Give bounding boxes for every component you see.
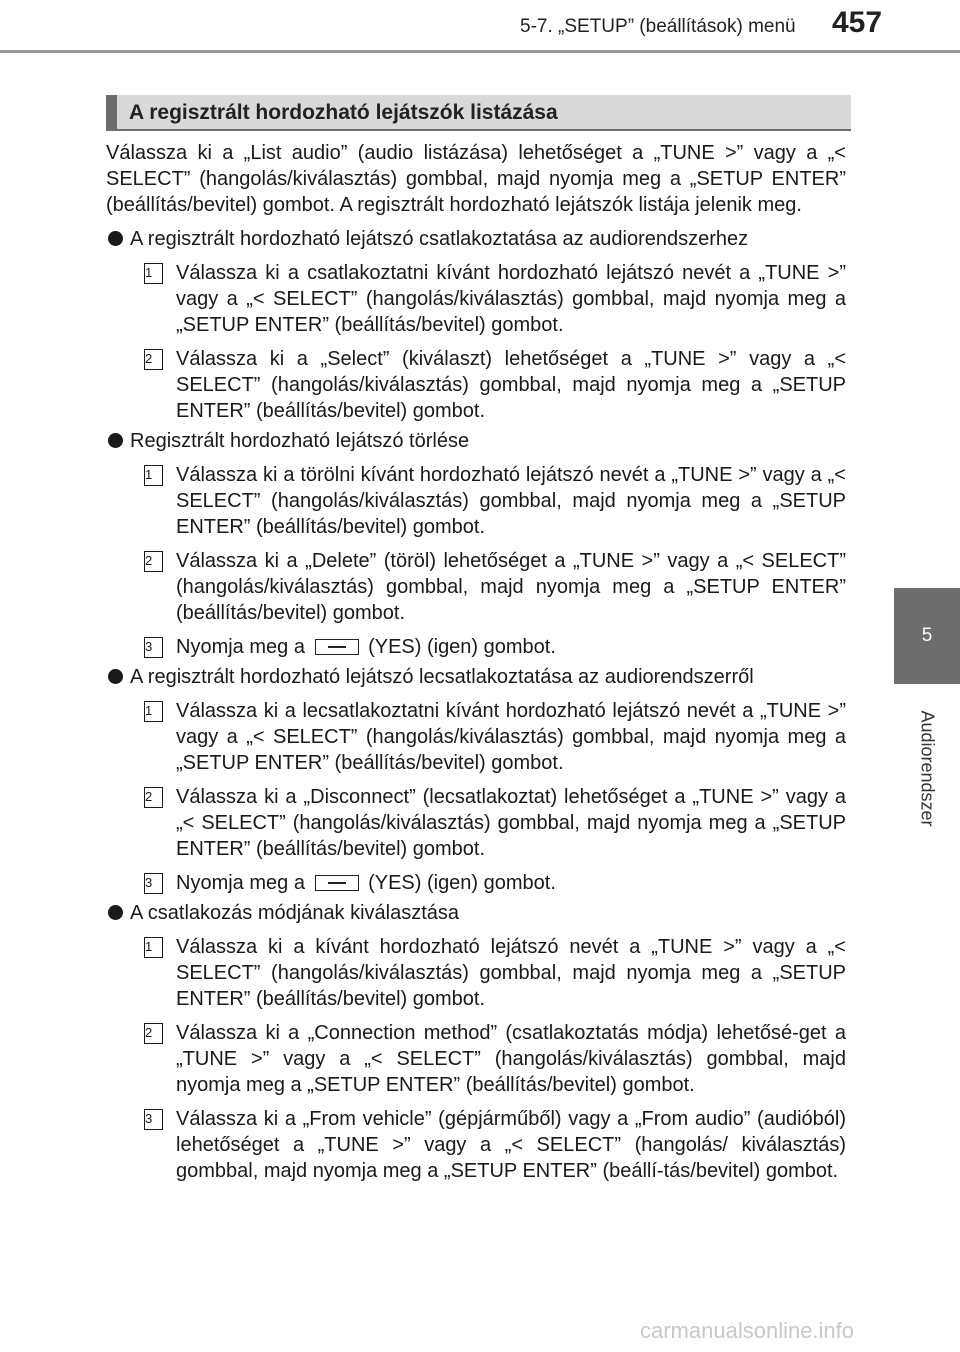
step-item <box>106 870 846 896</box>
chapter-label <box>894 688 960 848</box>
step-text: Válassza ki a kívánt hordozható lejátszó nevét a „TUNE >” vagy a „< SELECT” (hangolás/kiválasztás) gombbal, majd nyomja meg a „SETUP ENTER” (beállítás/bevitel) gombot. <box>176 936 846 1010</box>
step-number-box: 2 <box>144 1023 163 1044</box>
step-item <box>106 346 846 424</box>
step-text-post: (YES) (igen) gombot. <box>368 636 556 658</box>
bullet-heading <box>106 226 846 252</box>
bullet-heading-text: A csatlakozás módjának kiválasztása <box>130 902 460 924</box>
step-text: Válassza ki a „Select” (kiválaszt) lehetőséget a „TUNE >” vagy a „< SELECT” (hangolás/kiválasztás) gombbal, majd nyomja meg a „SETUP ENTER” (beállítás/bevitel) gombot. <box>176 348 846 422</box>
step-item <box>106 548 846 626</box>
bullet-icon <box>108 905 123 920</box>
chapter-tab <box>894 588 960 684</box>
step-text-post: (YES) (igen) gombot. <box>368 872 556 894</box>
bullet-icon <box>108 231 123 246</box>
page-number: 457 <box>832 6 883 39</box>
step-number-box: 3 <box>144 873 163 894</box>
step-item <box>106 934 846 1012</box>
step-number-box: 3 <box>144 637 163 658</box>
bullet-heading <box>106 428 846 454</box>
step-item <box>106 260 846 338</box>
step-item <box>106 784 846 862</box>
section-title: A regisztrált hordozható lejátszók listázása <box>129 101 558 124</box>
step-number-box: 2 <box>144 349 163 370</box>
header-rule <box>0 50 960 53</box>
step-text: Válassza ki a „Disconnect” (lecsatlakoztat) lehetőséget a „TUNE >” vagy a „< SELECT” (hangolás/kiválasztás) gombbal, majd nyomja meg a „SETUP ENTER” (beállítás/bevitel) gombot. <box>176 786 846 860</box>
step-number-box: 2 <box>144 551 163 572</box>
step-number-box: 2 <box>144 787 163 808</box>
chapter-label-text: Audiorendszer <box>917 709 938 827</box>
step-text: Válassza ki a törölni kívánt hordozható lejátszó nevét a „TUNE >” vagy a „< SELECT” (hangolás/kiválasztás) gombbal, majd nyomja meg a „SETUP ENTER” (beállítás/bevitel) gombot. <box>176 464 846 538</box>
bullet-icon <box>108 433 123 448</box>
step-item <box>106 1106 846 1184</box>
section-title-bar <box>106 95 851 131</box>
step-text: Válassza ki a „Connection method” (csatlakoztatás módja) lehetősé-get a „TUNE >” vagy a „< SELECT” (hangolás/kiválasztás) gombbal, majd nyomja meg a „SETUP ENTER” (beállítás/bevitel) gombot. <box>176 1022 846 1096</box>
step-item <box>106 462 846 540</box>
step-text: Válassza ki a lecsatlakoztatni kívánt hordozható lejátszó nevét a „TUNE >” vagy a „< SELECT” (hangolás/kiválasztás) gombbal, majd nyomja meg a „SETUP ENTER” (beállítás/bevitel) gombot. <box>176 700 846 774</box>
content <box>106 140 846 1184</box>
step-item <box>106 698 846 776</box>
step-text: Válassza ki a „Delete” (töröl) lehetőséget a „TUNE >” vagy a „< SELECT” (hangolás/kiválasztás) gombbal, majd nyomja meg a „SETUP ENTER” (beállítás/bevitel) gombot. <box>176 550 846 624</box>
bullet-heading-text: A regisztrált hordozható lejátszó lecsatlakoztatása az audiorendszerről <box>130 666 754 688</box>
yes-button-icon <box>315 875 359 891</box>
step-text: Válassza ki a csatlakoztatni kívánt hordozható lejátszó nevét a „TUNE >” vagy a „< SELECT” (hangolás/kiválasztás) gombbal, majd nyomja meg a „SETUP ENTER” (beállítás/bevitel) gombot. <box>176 262 846 336</box>
chapter-number: 5 <box>921 625 933 646</box>
step-number-box: 1 <box>144 937 163 958</box>
intro-paragraph: Válassza ki a „List audio” (audio listázása) lehetőséget a „TUNE >” vagy a „< SELECT” (hangolás/kiválasztás) gombbal, majd nyomja meg a „SETUP ENTER” (beállítás/bevitel) gombot. A regisztrált hordozható lejátszók listája jelenik meg. <box>106 142 846 216</box>
step-text: Válassza ki a „From vehicle” (gépjárműből) vagy a „From audio” (audióból) lehetőséget a „TUNE >” vagy a „< SELECT” (hangolás/ kiválasztás) gombbal, majd nyomja meg a „SETUP ENTER” (beállí-tás/bevitel) gombot. <box>176 1108 846 1182</box>
bullet-heading <box>106 900 846 926</box>
step-item <box>106 634 846 660</box>
step-item <box>106 1020 846 1098</box>
bullet-heading-text: Regisztrált hordozható lejátszó törlése <box>130 430 470 452</box>
yes-button-icon <box>315 639 359 655</box>
bullet-icon <box>108 669 123 684</box>
step-text-pre: Nyomja meg a <box>176 636 305 658</box>
bullet-heading <box>106 664 846 690</box>
step-number-box: 1 <box>144 263 163 284</box>
header-section-title: 5-7. „SETUP” (beállítások) menü <box>520 16 796 37</box>
step-number-box: 1 <box>144 701 163 722</box>
step-number-box: 1 <box>144 465 163 486</box>
watermark-text: carmanualsonline.info <box>640 1318 855 1343</box>
bullet-heading-text: A regisztrált hordozható lejátszó csatlakoztatása az audiorendszerhez <box>130 228 749 250</box>
step-number-box: 3 <box>144 1109 163 1130</box>
step-text-pre: Nyomja meg a <box>176 872 305 894</box>
